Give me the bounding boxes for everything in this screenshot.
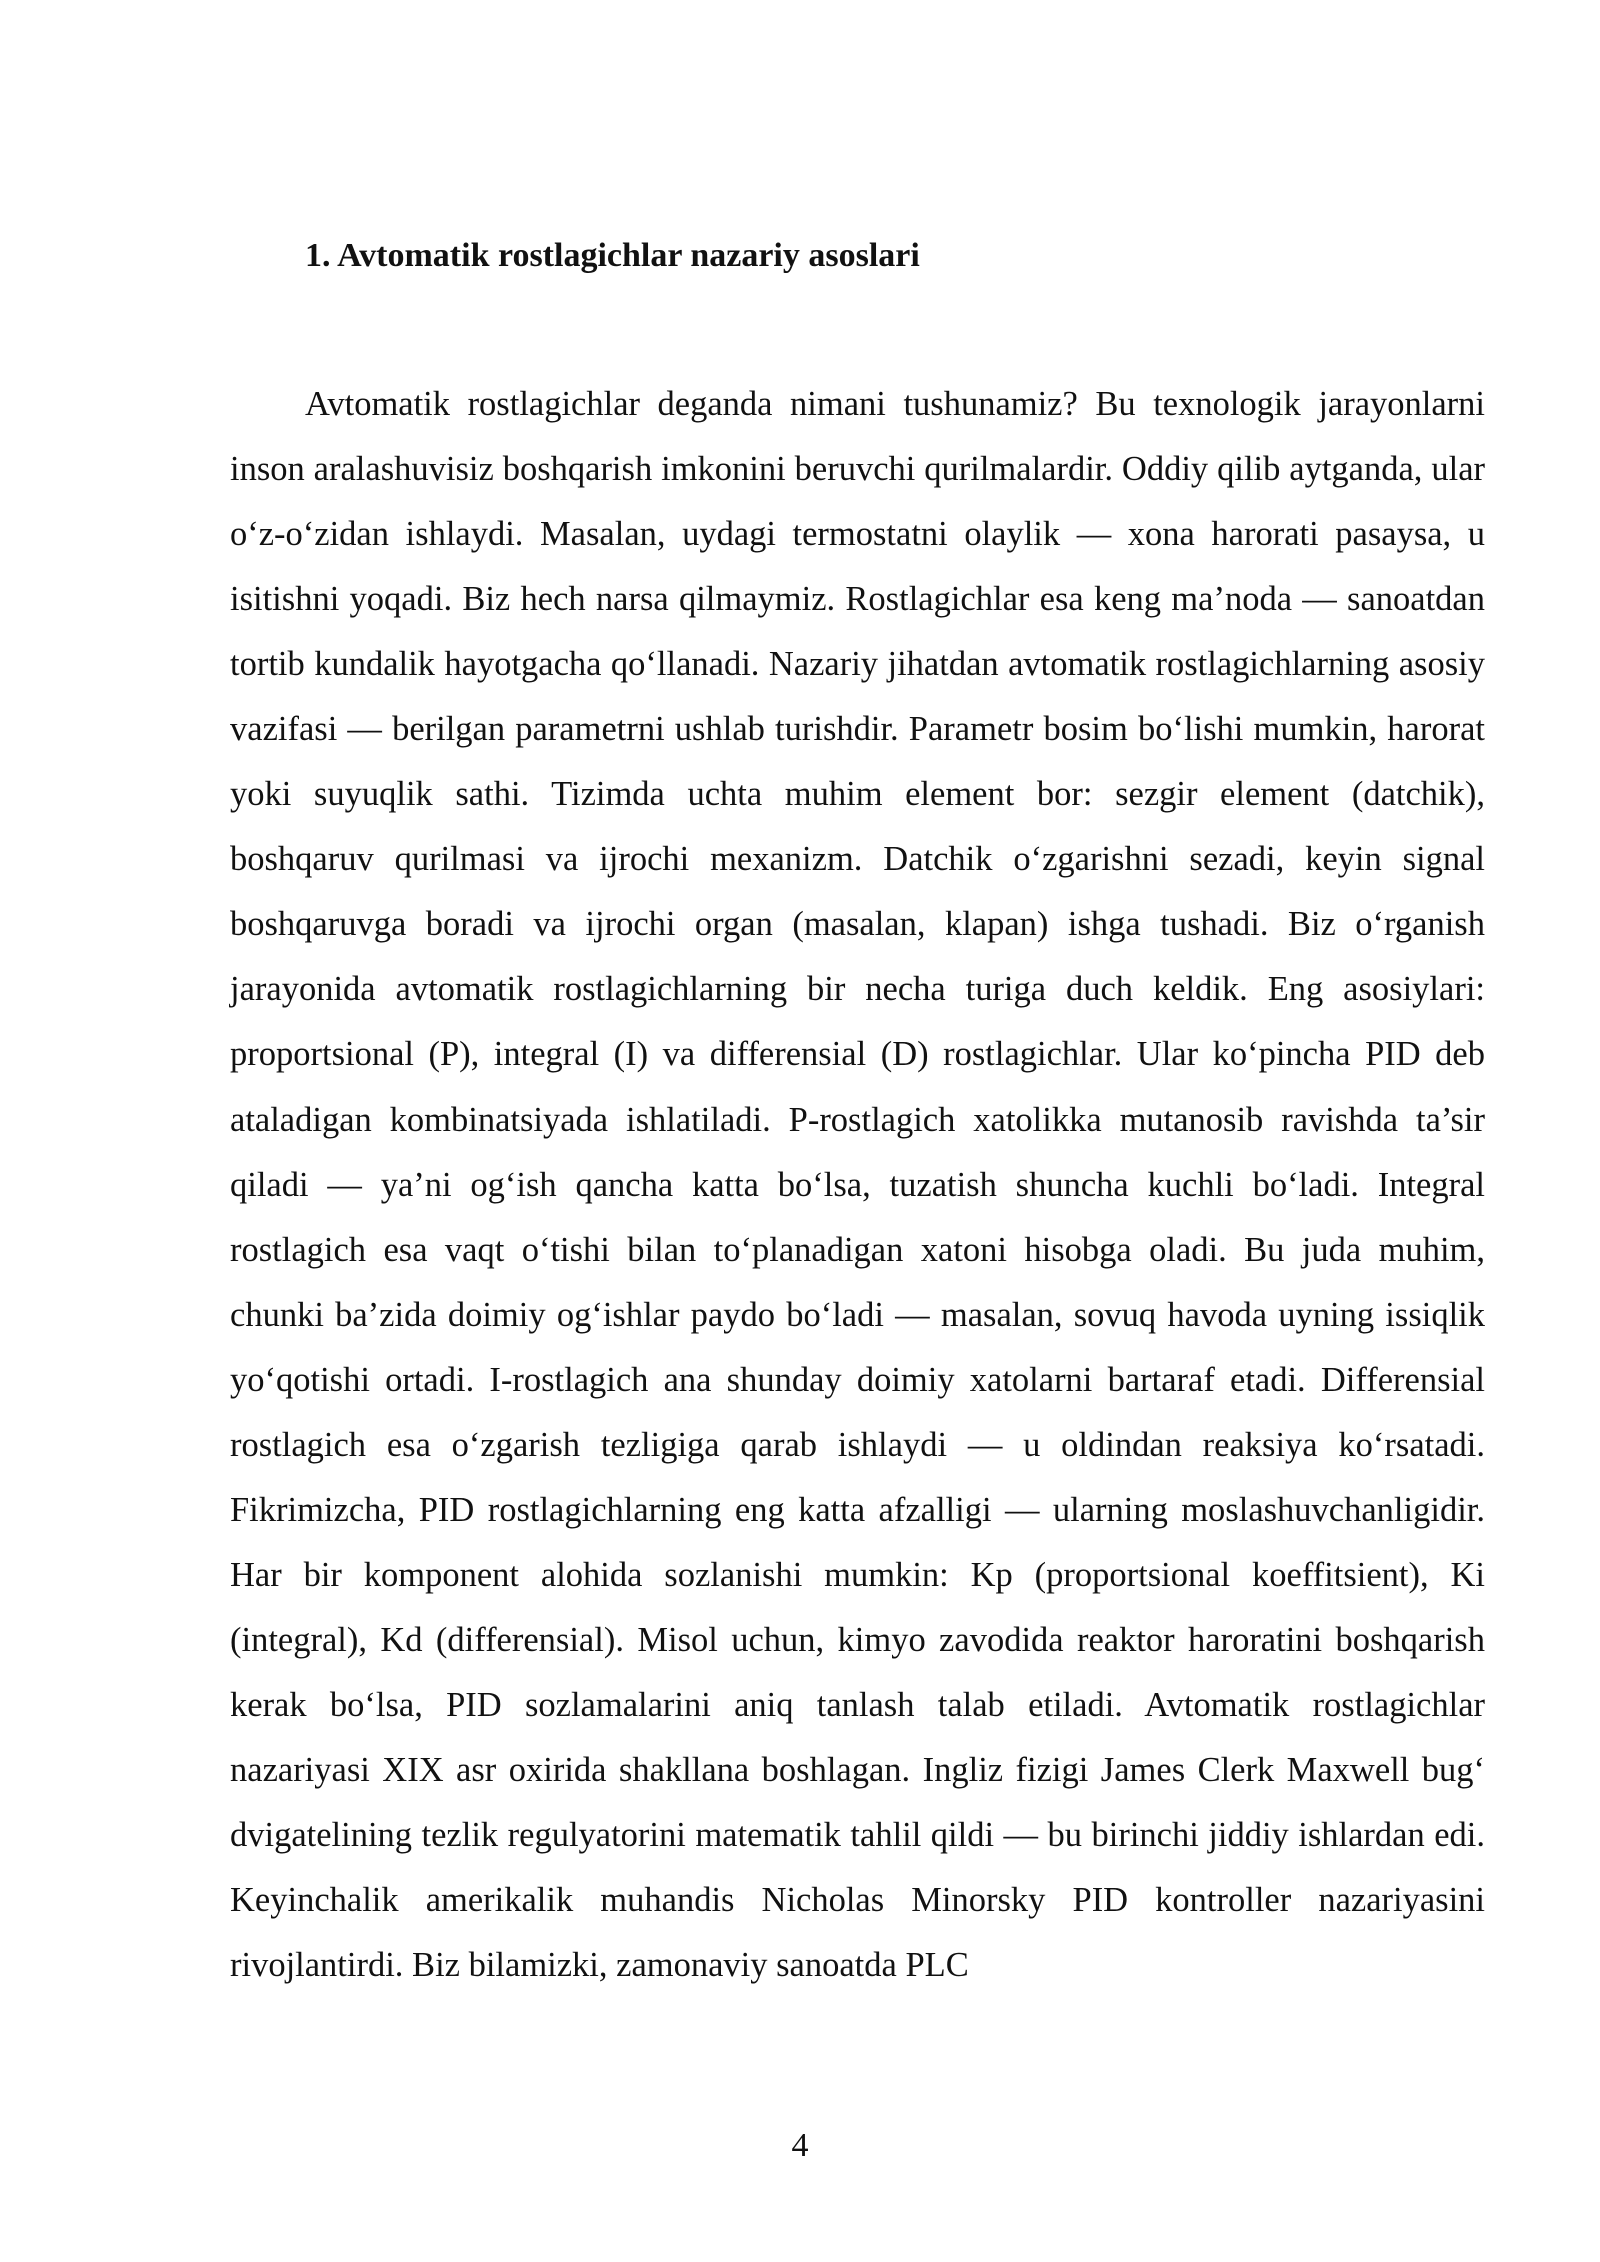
- section-heading: 1. Avtomatik rostlagichlar nazariy asoslari: [305, 237, 920, 274]
- page-number: 4: [791, 2127, 809, 2164]
- body-paragraph: Avtomatik rostlagichlar deganda nimani tushunamiz? Bu texnologik jarayonlarni inson aralashuvisiz boshqarish imkonini beruvchi qurilmalardir. Oddiy qilib aytganda, ular o‘z-o‘zidan ishlaydi. Masalan, uydagi termostatni olaylik — xona harorati pasaysa, u isitishni yoqadi. Biz hech narsa qilmaymiz. Rostlagichlar esa keng ma’noda — sanoatdan tortib kundalik hayotgacha qo‘llanadi. Nazariy jihatdan avtomatik rostlagichlarning asosiy vazifasi — berilgan parametrni ushlab turishdir. Parametr bosim bo‘lishi mumkin, harorat yoki suyuqlik sathi. Tizimda uchta muhim element bor: sezgir element (datchik), boshqaruv qurilmasi va ijrochi mexanizm. Datchik o‘zgarishni sezadi, keyin signal boshqaruvga boradi va ijrochi organ (masalan, klapan) ishga tushadi. Biz o‘rganish jarayonida avtomatik rostlagichlarning bir necha turiga duch keldik. Eng asosiylari: proportsional (P), integral (I) va differensial (D) rostlagichlar. Ular ko‘pincha PID deb ataladigan kombinatsiyada ishlatiladi. P-rostlagich xatolikka mutanosib ravishda ta’sir qiladi — ya’ni og‘ish qancha katta bo‘lsa, tuzatish shuncha kuchli bo‘ladi. Integral rostlagich esa vaqt o‘tishi bilan to‘planadigan xatoni hisobga oladi. Bu juda muhim, chunki ba’zida doimiy og‘ishlar paydo bo‘ladi — masalan, sovuq havoda uyning issiqlik yo‘qotishi ortadi. I-rostlagich ana shunday doimiy xatolarni bartaraf etadi. Differensial rostlagich esa o‘zgarish tezligiga qarab ishlaydi — u oldindan reaksiya ko‘rsatadi. Fikrimizcha, PID rostlagichlarning eng katta afzalligi — ularning moslashuvchanligidir. Har bir komponent alohida sozlanishi mumkin: Kp (proportsional koeffitsient), Ki (integral), Kd (differensial). Misol uchun, kimyo zavodida reaktor haroratini boshqarish kerak bo‘lsa, PID sozlamalarini aniq tanlash talab etiladi. Avtomatik rostlagichlar nazariyasi XIX asr oxirida shakllana boshlagan. Ingliz fizigi James Clerk Maxwell bug‘ dvigatelining tezlik regulyatorini matematik tahlil qildi — bu birinchi jiddiy ishlardan edi. Keyinchalik amerikalik muhandis Nicholas Minorsky PID kontroller nazariyasini rivojlantirdi. Biz bilamizki, zamonaviy sanoatda PLC: [230, 385, 1485, 1985]
